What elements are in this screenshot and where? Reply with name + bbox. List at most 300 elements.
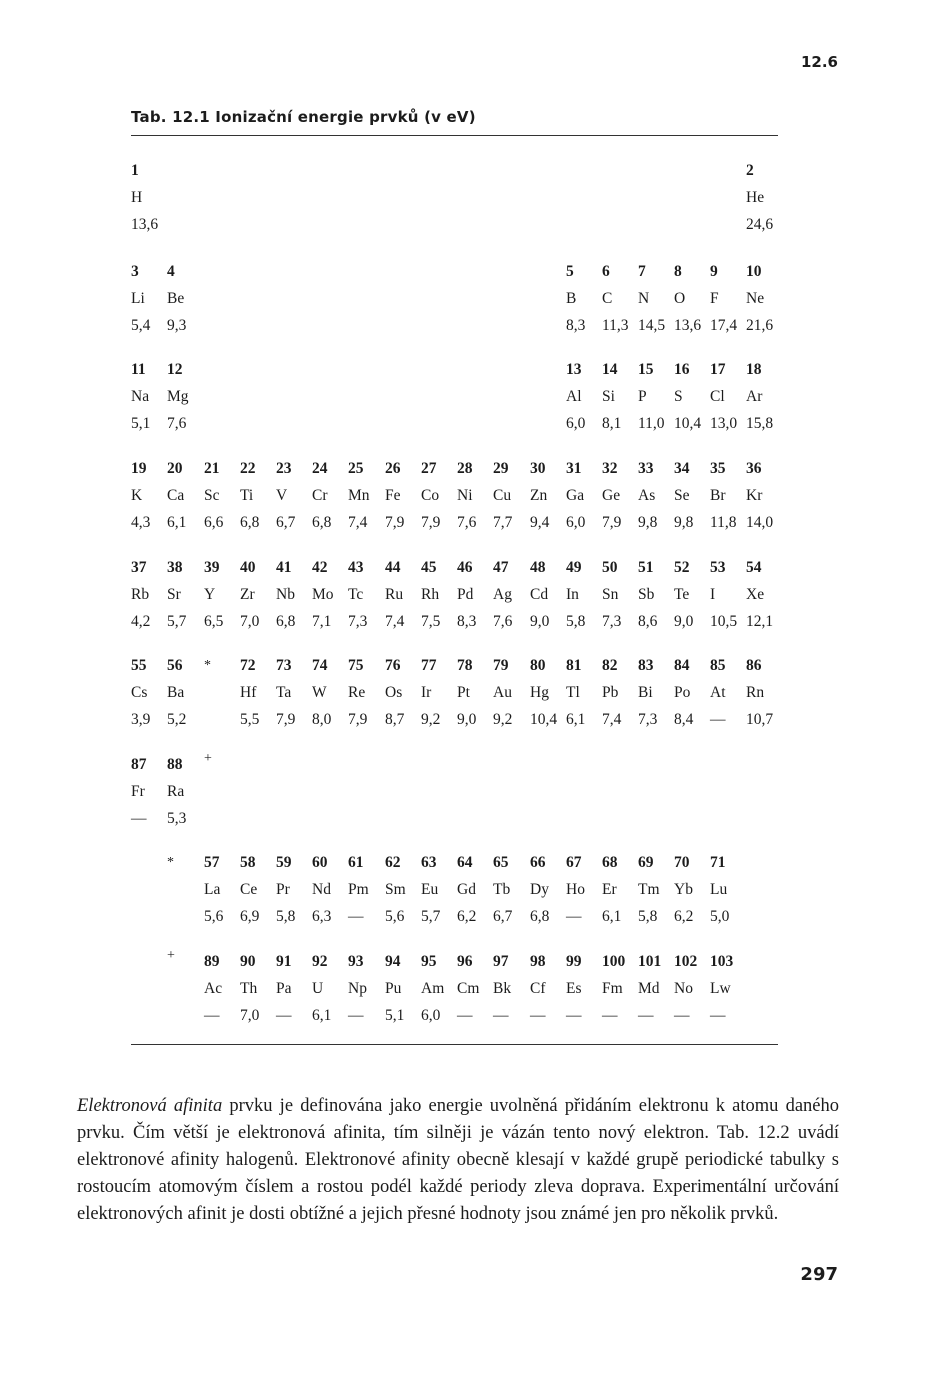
ionization-energy: 15,8: [746, 415, 774, 432]
ionization-energy: —: [530, 1007, 546, 1024]
ionization-energy: —: [566, 908, 582, 925]
element-symbol: Ba: [167, 684, 185, 701]
atomic-number: 45: [421, 559, 437, 576]
atomic-number: 88: [167, 756, 183, 773]
ionization-energy: 6,0: [566, 514, 586, 531]
element-symbol: Na: [131, 388, 150, 405]
atomic-number: 49: [566, 559, 582, 576]
atomic-number: 60: [312, 854, 328, 871]
ionization-energy: —: [204, 1007, 220, 1024]
ionization-energy: 7,6: [493, 613, 513, 630]
element-symbol: He: [746, 189, 765, 206]
atomic-number: 80: [530, 657, 546, 674]
atomic-number: 22: [240, 460, 256, 477]
element-symbol: P: [638, 388, 647, 405]
ionization-energy: 6,8: [530, 908, 550, 925]
atomic-number: 99: [566, 953, 582, 970]
ionization-energy: —: [638, 1007, 654, 1024]
element-symbol: Pu: [385, 980, 402, 997]
atomic-number: 51: [638, 559, 654, 576]
ionization-energy: 6,3: [312, 908, 332, 925]
element-symbol: Th: [240, 980, 258, 997]
atomic-number: 9: [710, 263, 718, 280]
element-symbol: As: [638, 487, 656, 504]
atomic-number: 61: [348, 854, 364, 871]
atomic-number: 71: [710, 854, 726, 871]
page-number: 297: [800, 1264, 838, 1285]
atomic-number: 42: [312, 559, 328, 576]
ionization-energy: 9,3: [167, 317, 187, 334]
ionization-energy: 11,8: [710, 514, 737, 531]
atomic-number: 95: [421, 953, 437, 970]
element-symbol: B: [566, 290, 577, 307]
ionization-energy: 4,2: [131, 613, 151, 630]
ionization-energy: 6,1: [312, 1007, 332, 1024]
element-symbol: Am: [421, 980, 445, 997]
element-symbol: Te: [674, 586, 690, 603]
element-symbol: Sn: [602, 586, 619, 603]
element-symbol: Xe: [746, 586, 765, 603]
element-symbol: Ta: [276, 684, 292, 701]
element-symbol: Kr: [746, 487, 763, 504]
ionization-energy: —: [348, 1007, 364, 1024]
atomic-number: 66: [530, 854, 546, 871]
atomic-number: 78: [457, 657, 473, 674]
atomic-number: 23: [276, 460, 292, 477]
ionization-energy: —: [710, 1007, 726, 1024]
atomic-number: 1: [131, 162, 139, 179]
element-symbol: La: [204, 881, 221, 898]
element-symbol: Tm: [638, 881, 660, 898]
atomic-number: 31: [566, 460, 582, 477]
atomic-number: 68: [602, 854, 618, 871]
ionization-energy: 5,4: [131, 317, 151, 334]
ionization-energy: 6,0: [566, 415, 586, 432]
element-symbol: At: [710, 684, 726, 701]
ionization-energy: 7,3: [348, 613, 368, 630]
atomic-number: 73: [276, 657, 292, 674]
element-symbol: Er: [602, 881, 617, 898]
atomic-number: 55: [131, 657, 147, 674]
ionization-energy: 6,1: [167, 514, 187, 531]
ionization-energy: 6,2: [674, 908, 694, 925]
element-symbol: Cs: [131, 684, 148, 701]
ionization-energy: 9,0: [457, 711, 477, 728]
atomic-number: 70: [674, 854, 690, 871]
element-symbol: U: [312, 980, 324, 997]
ionization-energy: 8,4: [674, 711, 694, 728]
element-symbol: Si: [602, 388, 615, 405]
element-symbol: Ho: [566, 881, 585, 898]
ionization-energy: 6,8: [312, 514, 332, 531]
element-symbol: Al: [566, 388, 582, 405]
element-symbol: Ra: [167, 783, 185, 800]
atomic-number: 7: [638, 263, 646, 280]
ionization-energy: 6,1: [602, 908, 622, 925]
table-bottom-rule: [131, 1044, 778, 1045]
atomic-number: 25: [348, 460, 364, 477]
atomic-number: 56: [167, 657, 183, 674]
atomic-number: 35: [710, 460, 726, 477]
ionization-energy: 10,5: [710, 613, 738, 630]
ionization-energy: 7,3: [638, 711, 658, 728]
atomic-number: 76: [385, 657, 401, 674]
atomic-number: 65: [493, 854, 509, 871]
ionization-energy: 13,6: [131, 216, 159, 233]
atomic-number: 33: [638, 460, 654, 477]
element-symbol: Rh: [421, 586, 440, 603]
ionization-energy: 21,6: [746, 317, 774, 334]
atomic-number: 11: [131, 361, 146, 378]
element-symbol: W: [312, 684, 327, 701]
atomic-number: 97: [493, 953, 509, 970]
ionization-energy: 7,9: [348, 711, 368, 728]
ionization-energy: 5,8: [638, 908, 658, 925]
ionization-energy: 6,8: [240, 514, 260, 531]
ionization-energy: 11,3: [602, 317, 629, 334]
element-symbol: Cf: [530, 980, 546, 997]
ionization-energy: 9,2: [493, 711, 513, 728]
atomic-number: 4: [167, 263, 175, 280]
section-number: 12.6: [800, 53, 838, 71]
atomic-number: 59: [276, 854, 292, 871]
atomic-number: 82: [602, 657, 618, 674]
ionization-energy: 5,6: [385, 908, 405, 925]
element-symbol: Cu: [493, 487, 512, 504]
ionization-energy: —: [710, 711, 726, 728]
ionization-energy: 7,0: [240, 613, 260, 630]
element-symbol: Fe: [385, 487, 401, 504]
ionization-energy: 10,7: [746, 711, 774, 728]
element-symbol: Pd: [457, 586, 474, 603]
atomic-number: 32: [602, 460, 618, 477]
ionization-energy: —: [348, 908, 364, 925]
ionization-energy: 7,9: [385, 514, 405, 531]
atomic-number: 41: [276, 559, 292, 576]
defined-term: Elektronová afinita: [77, 1095, 223, 1116]
ionization-energy: —: [602, 1007, 618, 1024]
ionization-energy: 6,8: [276, 613, 296, 630]
ionization-energy: 6,7: [276, 514, 296, 531]
atomic-number: 98: [530, 953, 546, 970]
ionization-energy: 17,4: [710, 317, 738, 334]
atomic-number: 16: [674, 361, 690, 378]
atomic-number: 96: [457, 953, 473, 970]
element-symbol: Se: [674, 487, 690, 504]
element-symbol: Mo: [312, 586, 334, 603]
atomic-number: 103: [710, 953, 734, 970]
ionization-energy: 7,4: [602, 711, 622, 728]
element-symbol: Sr: [167, 586, 181, 603]
atomic-number: 6: [602, 263, 610, 280]
atomic-number: 79: [493, 657, 509, 674]
element-symbol: Po: [674, 684, 691, 701]
element-symbol: Cr: [312, 487, 328, 504]
element-symbol: Ar: [746, 388, 763, 405]
atomic-number: 17: [710, 361, 726, 378]
element-symbol: Lu: [710, 881, 728, 898]
atomic-number: 8: [674, 263, 682, 280]
element-symbol: Yb: [674, 881, 693, 898]
atomic-number: 94: [385, 953, 401, 970]
ionization-energy: 6,6: [204, 514, 224, 531]
ionization-energy: 7,3: [602, 613, 622, 630]
element-symbol: Mn: [348, 487, 370, 504]
atomic-number: 5: [566, 263, 574, 280]
ionization-energy: 8,0: [312, 711, 332, 728]
element-symbol: Re: [348, 684, 366, 701]
ionization-energy: —: [131, 810, 147, 827]
element-symbol: F: [710, 290, 719, 307]
atomic-number: 43: [348, 559, 364, 576]
element-symbol: Rb: [131, 586, 150, 603]
atomic-number: 86: [746, 657, 762, 674]
ionization-energy: 11,0: [638, 415, 665, 432]
atomic-number: 28: [457, 460, 473, 477]
ionization-energy: 10,4: [530, 711, 558, 728]
atomic-number: 74: [312, 657, 328, 674]
element-symbol: Cd: [530, 586, 549, 603]
ionization-energy: 12,1: [746, 613, 774, 630]
atomic-number: 69: [638, 854, 654, 871]
ionization-energy: 14,5: [638, 317, 666, 334]
atomic-number: 15: [638, 361, 654, 378]
ionization-energy: 8,3: [457, 613, 477, 630]
element-symbol: Md: [638, 980, 660, 997]
body-paragraph: [77, 1093, 839, 1228]
element-symbol: Sm: [385, 881, 406, 898]
atomic-number: 53: [710, 559, 726, 576]
ionization-energy: 9,4: [530, 514, 550, 531]
atomic-number: 58: [240, 854, 256, 871]
atomic-number: 14: [602, 361, 618, 378]
element-symbol: Tl: [566, 684, 580, 701]
ionization-energy: 3,9: [131, 711, 151, 728]
atomic-number: 81: [566, 657, 582, 674]
element-symbol: Ti: [240, 487, 254, 504]
element-symbol: Pr: [276, 881, 290, 898]
atomic-number: 57: [204, 854, 220, 871]
element-symbol: Eu: [421, 881, 439, 898]
ionization-energy: —: [493, 1007, 509, 1024]
ionization-energy: 7,4: [385, 613, 405, 630]
ionization-energy: 9,8: [674, 514, 694, 531]
atomic-number: 64: [457, 854, 473, 871]
ionization-energy: —: [276, 1007, 292, 1024]
ionization-energy: 7,1: [312, 613, 332, 630]
ionization-energy: 5,5: [240, 711, 260, 728]
ionization-energy: 13,0: [710, 415, 738, 432]
ionization-energy: 6,0: [421, 1007, 441, 1024]
ionization-energy: 5,3: [167, 810, 187, 827]
element-symbol: Pt: [457, 684, 470, 701]
footnote-marker: *: [167, 855, 174, 870]
ionization-energy: 5,1: [131, 415, 151, 432]
ionization-energy: 8,6: [638, 613, 658, 630]
ionization-energy: 7,6: [457, 514, 477, 531]
paragraph-text: prvku je definována jako energie uvolněná přidáním elektronu k atomu daného prvku. Čím větší je elektronová afinita, tím silněji je vázán tento nový elektron. Tab. 12.2 uvádí elektronové afinity halogenů. Elektronové afinity obecně klesají v každé grupě periodické tabulky s rostoucím atomovým číslem a rostou podél každé periody zleva doprava. Experimentální určování elektronových afinit je dosti obtížné a jejich přesné hodnoty jsou známé jen pro několik prvků.: [77, 1095, 839, 1224]
element-symbol: Sb: [638, 586, 655, 603]
table-caption: Tab. 12.1 Ionizační energie prvků (v eV): [131, 108, 476, 126]
atomic-number: 84: [674, 657, 690, 674]
element-symbol: Ga: [566, 487, 585, 504]
element-symbol: Ce: [240, 881, 258, 898]
ionization-energy: 24,6: [746, 216, 774, 233]
element-symbol: Zr: [240, 586, 255, 603]
element-symbol: V: [276, 487, 288, 504]
atomic-number: 46: [457, 559, 473, 576]
ionization-energy: —: [674, 1007, 690, 1024]
atomic-number: 89: [204, 953, 220, 970]
element-symbol: Hg: [530, 684, 549, 701]
ionization-energy: 5,7: [421, 908, 441, 925]
ionization-energy: 7,7: [493, 514, 513, 531]
ionization-energy: 8,3: [566, 317, 586, 334]
element-symbol: Dy: [530, 881, 549, 898]
element-symbol: Ca: [167, 487, 185, 504]
atomic-number: 52: [674, 559, 690, 576]
element-symbol: Sc: [204, 487, 220, 504]
atomic-number: 39: [204, 559, 220, 576]
element-symbol: Ac: [204, 980, 223, 997]
atomic-number: 3: [131, 263, 139, 280]
element-symbol: Zn: [530, 487, 548, 504]
element-symbol: Tb: [493, 881, 511, 898]
atomic-number: 44: [385, 559, 401, 576]
ionization-energy: 8,1: [602, 415, 622, 432]
ionization-energy: 5,6: [204, 908, 224, 925]
ionization-energy: 9,0: [530, 613, 550, 630]
atomic-number: 48: [530, 559, 546, 576]
atomic-number: 2: [746, 162, 754, 179]
ionization-energy: 5,7: [167, 613, 187, 630]
atomic-number: 87: [131, 756, 147, 773]
atomic-number: 101: [638, 953, 662, 970]
element-symbol: Rn: [746, 684, 765, 701]
element-symbol: Ag: [493, 586, 512, 603]
element-symbol: Li: [131, 290, 145, 307]
atomic-number: 38: [167, 559, 183, 576]
ionization-energy: 5,8: [566, 613, 586, 630]
ionization-energy: 7,5: [421, 613, 441, 630]
atomic-number: 92: [312, 953, 328, 970]
element-symbol: Ru: [385, 586, 404, 603]
footnote-marker: *: [204, 658, 211, 673]
element-symbol: Y: [204, 586, 216, 603]
atomic-number: 19: [131, 460, 147, 477]
ionization-energy: 6,7: [493, 908, 513, 925]
element-symbol: H: [131, 189, 143, 206]
ionization-energy: 7,9: [276, 711, 296, 728]
element-symbol: Ge: [602, 487, 621, 504]
element-symbol: Os: [385, 684, 403, 701]
atomic-number: 85: [710, 657, 726, 674]
atomic-number: 20: [167, 460, 183, 477]
atomic-number: 75: [348, 657, 364, 674]
atomic-number: 36: [746, 460, 762, 477]
element-symbol: Co: [421, 487, 440, 504]
element-symbol: O: [674, 290, 686, 307]
atomic-number: 27: [421, 460, 437, 477]
atomic-number: 30: [530, 460, 546, 477]
ionization-energy: 6,1: [566, 711, 586, 728]
ionization-energy: 6,5: [204, 613, 224, 630]
element-symbol: Lw: [710, 980, 731, 997]
atomic-number: 67: [566, 854, 582, 871]
element-symbol: Hf: [240, 684, 257, 701]
ionization-energy: 6,9: [240, 908, 260, 925]
atomic-number: 54: [746, 559, 762, 576]
atomic-number: 91: [276, 953, 292, 970]
element-symbol: In: [566, 586, 579, 603]
element-symbol: Pb: [602, 684, 619, 701]
ionization-energy: 5,1: [385, 1007, 405, 1024]
element-symbol: Mg: [167, 388, 189, 405]
ionization-energy: 6,2: [457, 908, 477, 925]
element-symbol: Au: [493, 684, 512, 701]
ionization-energy: 7,6: [167, 415, 187, 432]
element-symbol: Gd: [457, 881, 476, 898]
atomic-number: 93: [348, 953, 364, 970]
atomic-number: 63: [421, 854, 437, 871]
element-symbol: Es: [566, 980, 582, 997]
atomic-number: 13: [566, 361, 582, 378]
ionization-energy: 5,0: [710, 908, 730, 925]
element-symbol: Bk: [493, 980, 512, 997]
ionization-energy: 14,0: [746, 514, 774, 531]
atomic-number: 62: [385, 854, 401, 871]
element-symbol: Ni: [457, 487, 473, 504]
element-symbol: Br: [710, 487, 726, 504]
ionization-energy: 5,8: [276, 908, 296, 925]
atomic-number: 21: [204, 460, 220, 477]
element-symbol: Pa: [276, 980, 292, 997]
ionization-energy: 8,7: [385, 711, 405, 728]
ionization-energy: —: [457, 1007, 473, 1024]
element-symbol: Tc: [348, 586, 364, 603]
atomic-number: 12: [167, 361, 183, 378]
ionization-energy: 4,3: [131, 514, 151, 531]
atomic-number: 50: [602, 559, 618, 576]
ionization-energy: 9,0: [674, 613, 694, 630]
atomic-number: 47: [493, 559, 509, 576]
atomic-number: 37: [131, 559, 147, 576]
element-symbol: Pm: [348, 881, 369, 898]
ionization-energy: 13,6: [674, 317, 702, 334]
element-symbol: C: [602, 290, 613, 307]
footnote-marker: +: [167, 948, 175, 963]
atomic-number: 77: [421, 657, 437, 674]
atomic-number: 72: [240, 657, 256, 674]
ionization-energy: 9,8: [638, 514, 658, 531]
element-symbol: No: [674, 980, 693, 997]
ionization-energy: 7,9: [602, 514, 622, 531]
atomic-number: 24: [312, 460, 328, 477]
element-symbol: Ir: [421, 684, 432, 701]
ionization-energy: 9,2: [421, 711, 441, 728]
atomic-number: 18: [746, 361, 762, 378]
ionization-energy: —: [566, 1007, 582, 1024]
element-symbol: K: [131, 487, 143, 504]
element-symbol: Fr: [131, 783, 145, 800]
atomic-number: 29: [493, 460, 509, 477]
atomic-number: 26: [385, 460, 401, 477]
footnote-marker: +: [204, 751, 212, 766]
atomic-number: 10: [746, 263, 762, 280]
ionization-energy: 5,2: [167, 711, 187, 728]
element-symbol: Nb: [276, 586, 295, 603]
atomic-number: 34: [674, 460, 690, 477]
